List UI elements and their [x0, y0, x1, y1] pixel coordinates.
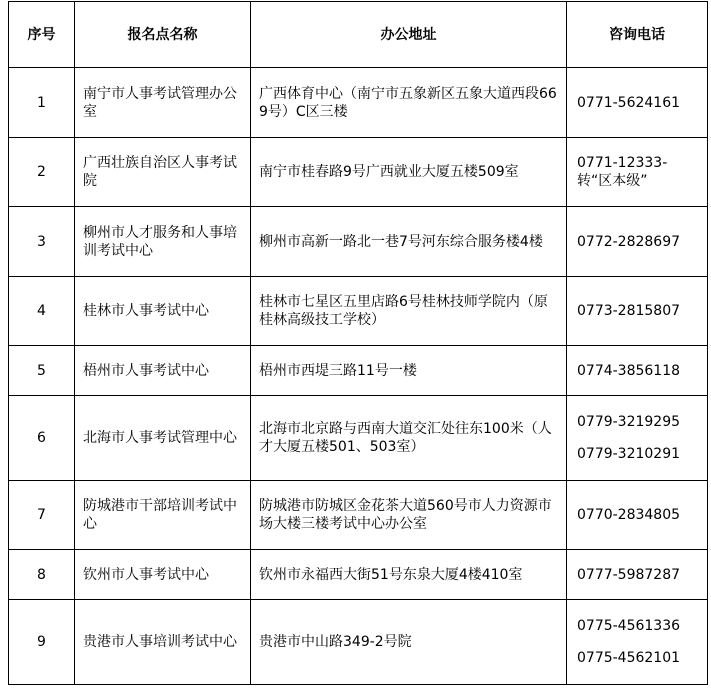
cell-name: 防城港市干部培训考试中心 — [75, 481, 251, 550]
phone-number: 0775-4561336 — [577, 618, 681, 634]
cell-phone — [567, 481, 708, 550]
cell-address: 柳州市高新一路北一巷7号河东综合服务楼4楼 — [251, 207, 567, 277]
phone-number: 0777-5987287 — [577, 566, 681, 583]
phone-number: 0779-3219295 — [577, 414, 681, 430]
phone-number: 0773-2815807 — [577, 303, 681, 319]
table-row — [9, 207, 708, 277]
table-row — [9, 138, 708, 207]
cell-phone — [567, 346, 708, 396]
cell-address: 北海市北京路与西南大道交汇处往东100米（人才大厦五楼501、503室） — [251, 396, 567, 481]
phone-number: 0774-3856118 — [577, 362, 681, 379]
cell-seq: 9 — [9, 600, 75, 685]
cell-name: 梧州市人事考试中心 — [75, 346, 251, 396]
table-row — [9, 277, 708, 346]
cell-phone — [567, 600, 708, 685]
cell-phone — [567, 396, 708, 481]
table-header-row — [9, 2, 708, 68]
cell-seq: 3 — [9, 207, 75, 277]
cell-name: 柳州市人才服务和人事培训考试中心 — [75, 207, 251, 277]
cell-seq: 8 — [9, 550, 75, 600]
cell-address: 钦州市永福西大街51号东泉大厦4楼410室 — [251, 550, 567, 600]
cell-phone — [567, 138, 708, 207]
cell-seq: 4 — [9, 277, 75, 346]
header-name: 报名点名称 — [75, 2, 251, 68]
phone-number: 0771-12333-转“区本级” — [577, 155, 668, 189]
cell-phone — [567, 207, 708, 277]
cell-name: 南宁市人事考试管理办公室 — [75, 68, 251, 138]
table-row — [9, 550, 708, 600]
phone-number: 0779-3210291 — [577, 446, 681, 462]
cell-address: 防城港市防城区金花茶大道560号市人力资源市场大楼三楼考试中心办公室 — [251, 481, 567, 550]
cell-phone — [567, 550, 708, 600]
table-row — [9, 68, 708, 138]
phone-number: 0771-5624161 — [577, 94, 681, 111]
cell-seq: 2 — [9, 138, 75, 207]
cell-seq: 1 — [9, 68, 75, 138]
cell-address: 广西体育中心（南宁市五象新区五象大道西段669号）C区三楼 — [251, 68, 567, 138]
cell-name: 钦州市人事考试中心 — [75, 550, 251, 600]
cell-address: 桂林市七星区五里店路6号桂林技师学院内（原桂林高级技工学校） — [251, 277, 567, 346]
cell-seq: 7 — [9, 481, 75, 550]
cell-seq: 6 — [9, 396, 75, 481]
cell-address: 贵港市中山路349-2号院 — [251, 600, 567, 685]
header-seq: 序号 — [9, 2, 75, 68]
registration-points-table — [8, 1, 708, 685]
header-address: 办公地址 — [251, 2, 567, 68]
cell-name: 北海市人事考试管理中心 — [75, 396, 251, 481]
table-row — [9, 396, 708, 481]
cell-name: 广西壮族自治区人事考试院 — [75, 138, 251, 207]
cell-address: 梧州市西堤三路11号一楼 — [251, 346, 567, 396]
phone-number: 0770-2834805 — [577, 507, 681, 523]
table-row — [9, 346, 708, 396]
phone-number: 0775-4562101 — [577, 650, 681, 666]
cell-address: 南宁市桂春路9号广西就业大厦五楼509室 — [251, 138, 567, 207]
cell-name: 桂林市人事考试中心 — [75, 277, 251, 346]
table-body — [9, 68, 708, 685]
header-phone: 咨询电话 — [567, 2, 708, 68]
table-row — [9, 481, 708, 550]
cell-seq: 5 — [9, 346, 75, 396]
cell-phone — [567, 277, 708, 346]
cell-name: 贵港市人事培训考试中心 — [75, 600, 251, 685]
table-row — [9, 600, 708, 685]
cell-phone — [567, 68, 708, 138]
phone-number: 0772-2828697 — [577, 233, 681, 250]
